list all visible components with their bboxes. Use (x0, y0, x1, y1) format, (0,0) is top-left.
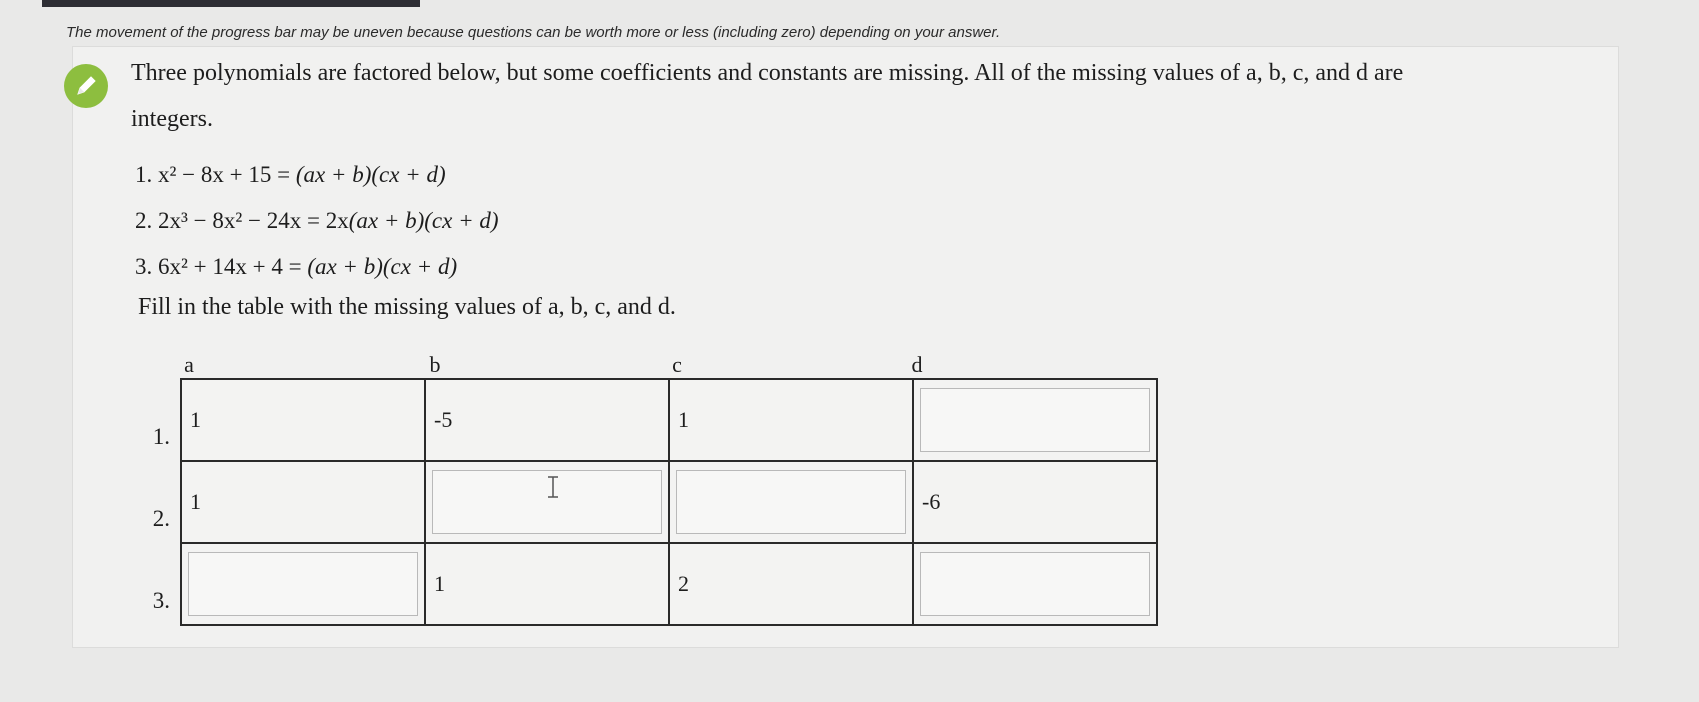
answer-input-3d[interactable] (920, 552, 1150, 616)
question-intro: Three polynomials are factored below, but some coefficients and constants are missing. All of the missing values of a, b, c, and d are (131, 60, 1404, 86)
cell-3b: 1 (425, 543, 669, 625)
cell-3d (913, 543, 1157, 625)
equation-3: 3. 6x² + 14x + 4 = (ax + b)(cx + d) (135, 254, 458, 279)
answer-table (180, 378, 1158, 626)
progress-notice: The movement of the progress bar may be uneven because questions can be worth more or less (including zero) depending on your answer. (66, 24, 1001, 41)
cell-3c: 2 (669, 543, 913, 625)
row-label-2: 2. (152, 506, 170, 531)
col-header-b: b (429, 352, 441, 377)
answer-input-1d[interactable] (920, 388, 1150, 452)
cell-2d: -6 (913, 461, 1157, 543)
cell-1a: 1 (181, 379, 425, 461)
cell-2a: 1 (181, 461, 425, 543)
equation-2: 2. 2x³ − 8x² − 24x = 2x(ax + b)(cx + d) (135, 208, 499, 233)
pencil-icon (64, 64, 108, 108)
col-header-d: d (911, 352, 923, 377)
cell-2c (669, 461, 913, 543)
cell-1d (913, 379, 1157, 461)
col-header-c: c (672, 352, 682, 377)
table-row (181, 543, 1157, 625)
question-text (131, 44, 1591, 148)
question-intro-cont: integers. (131, 106, 213, 132)
text-cursor-icon (546, 476, 560, 503)
cell-1c: 1 (669, 379, 913, 461)
row-label-1: 1. (152, 424, 170, 449)
fill-prompt: Fill in the table with the missing values of a, b, c, and d. (138, 294, 676, 320)
cell-3a (181, 543, 425, 625)
equation-1: 1. x² − 8x + 15 = (ax + b)(cx + d) (135, 162, 446, 187)
table-row (181, 461, 1157, 543)
table-row (181, 379, 1157, 461)
answer-input-3a[interactable] (188, 552, 418, 616)
answer-input-2c[interactable] (676, 470, 906, 534)
progress-bar (42, 0, 420, 7)
cell-1b: -5 (425, 379, 669, 461)
equation-list (135, 152, 499, 290)
row-label-3: 3. (152, 588, 170, 613)
col-header-a: a (184, 352, 194, 377)
